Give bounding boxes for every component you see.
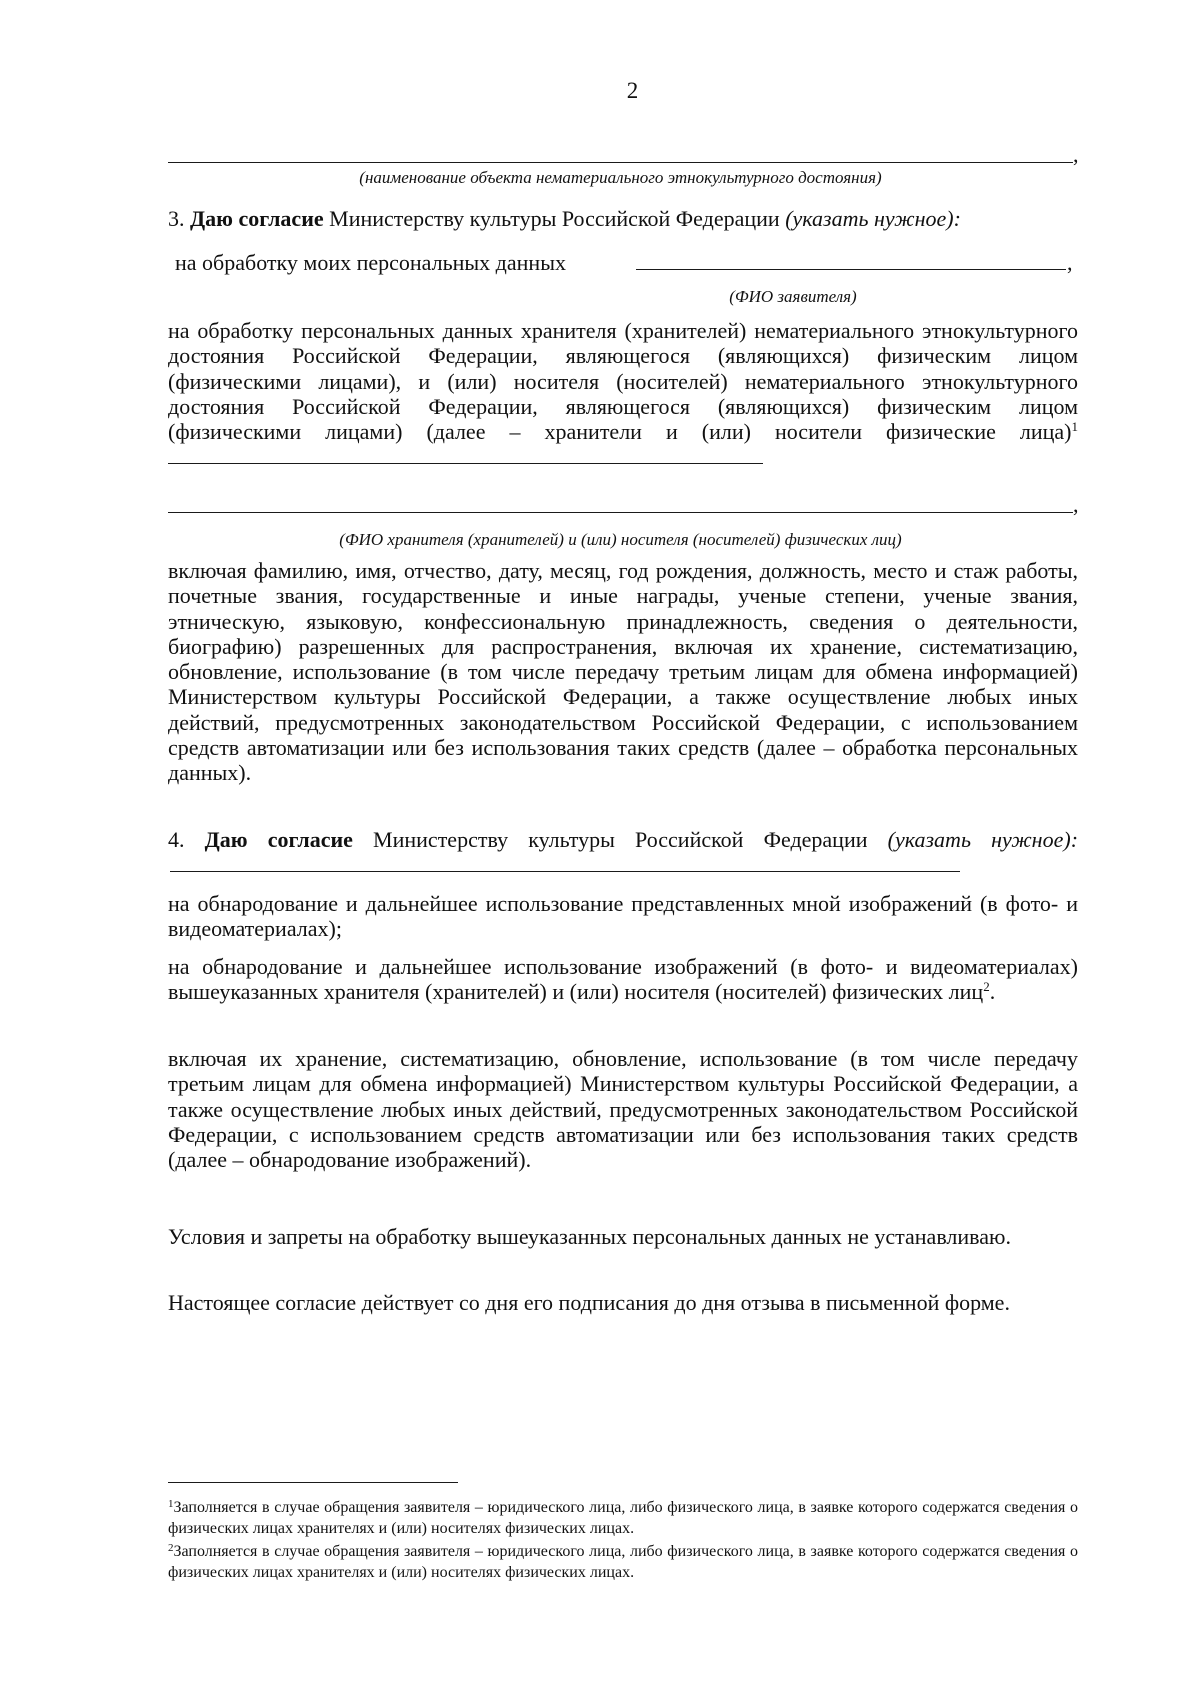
section3-text: Министерству культуры Российской Федерации (329, 206, 780, 231)
conditions-paragraph: Условия и запреты на обработку вышеуказанных персональных данных не устанавливаю. (168, 1224, 1011, 1249)
validity-paragraph: Настоящее согласие действует со дня его подписания до дня отзыва в письменной форме. (168, 1290, 1010, 1315)
footnote-1 (168, 1497, 1078, 1539)
section4-text: Министерству культуры Российской Федерации (373, 827, 868, 852)
own-data-caption: (ФИО заявителя) (729, 287, 857, 306)
footnote-2-mark: 2 (168, 1542, 174, 1554)
own-data-comma: , (1067, 250, 1073, 275)
object-name-comma: , (1073, 142, 1079, 167)
section4-fill-line (170, 855, 960, 872)
keepers-second-line (168, 512, 1073, 513)
page-number: 2 (626, 78, 639, 103)
footnote-ref-1: 1 (1071, 419, 1078, 435)
own-images-paragraph: на обнародование и дальнейшее использование представленных мной изображений (в фото- и видеоматериалах); (168, 891, 1078, 942)
footnote-2-text: Заполняется в случае обращения заявителя – юридического лица, либо физического лица, в заявке которого содержатся сведения о физических лицах хранителях и (или) носителях физических лицах. (168, 1543, 1078, 1581)
keepers-fill-line (168, 447, 763, 464)
section3-number: 3. (168, 206, 185, 231)
keepers-comma: , (1073, 492, 1079, 517)
section3-bold: Даю согласие (190, 206, 324, 231)
footnote-1-mark: 1 (168, 1498, 174, 1510)
footnote-ref-2: 2 (983, 979, 990, 995)
own-data-line (175, 250, 566, 276)
own-data-label: на обработку моих персональных данных (175, 250, 566, 275)
section4-heading (168, 827, 1078, 878)
own-data-fill-line (636, 269, 1066, 270)
object-name-line (168, 162, 1073, 163)
keepers-paragraph (168, 318, 1078, 470)
keepers-caption: (ФИО хранителя (хранителей) и (или) носителя (носителей) физических лиц) (339, 530, 902, 549)
keepers-images-text: на обнародование и дальнейшее использование изображений (в фото- и видеоматериалах) вышеуказанных хранителя (хранителей) и (или) носителя (носителей) физических лиц (168, 954, 1078, 1005)
footnote-1-text: Заполняется в случае обращения заявителя – юридического лица, либо физического лица, в заявке которого содержатся сведения о физических лицах хранителях и (или) носителях физических лицах. (168, 1499, 1078, 1537)
footnote-2 (168, 1541, 1078, 1583)
keepers-text: на обработку персональных данных хранителя (хранителей) нематериального этнокультурного достояния Российской Федерации, являющегося (являющихся) физическим лицом (физическими лицами), и (или) носителя (носителей) нематериального этнокультурного достояния Российской Федерации, являющегося (являющихся) физическим лицом (физическими лицами) (далее – хранители и (или) носители физические лица) (168, 318, 1078, 445)
section4-italic: (указать нужное): (887, 827, 1079, 852)
section4-bold: Даю согласие (204, 827, 353, 852)
keepers-images-paragraph (168, 954, 1078, 1005)
including-paragraph-3: включая фамилию, имя, отчество, дату, месяц, год рождения, должность, место и стаж работы, почетные звания, государственные и иные награды, ученые степени, ученые звания, этническую, языковую, конфессиональную принадлежность, сведения о деятельности, биографию) разрешенных для распространения, включая их хранение, систематизацию, обновление, использование (в том числе передачу третьим лицам для обмена информацией) Министерством культуры Российской Федерации, а также осуществление любых иных действий, предусмотренных законодательством Российской Федерации, с использованием средств автоматизации или без использования таких средств (далее – обработка персональных данных). (168, 558, 1078, 786)
section3-italic: (указать нужное): (785, 206, 961, 231)
keepers-images-end: . (989, 979, 996, 1005)
section4-number: 4. (168, 827, 185, 852)
section3-heading (168, 206, 961, 232)
footnote-separator (168, 1482, 458, 1483)
object-name-caption: (наименование объекта нематериального этнокультурного достояния) (359, 168, 882, 187)
including-paragraph-4: включая их хранение, систематизацию, обновление, использование (в том числе передачу третьим лицам для обмена информацией) Министерством культуры Российской Федерации, а также осуществление любых иных действий, предусмотренных законодательством Российской Федерации, с использованием средств автоматизации или без использования таких средств (далее – обнародование изображений). (168, 1046, 1078, 1173)
